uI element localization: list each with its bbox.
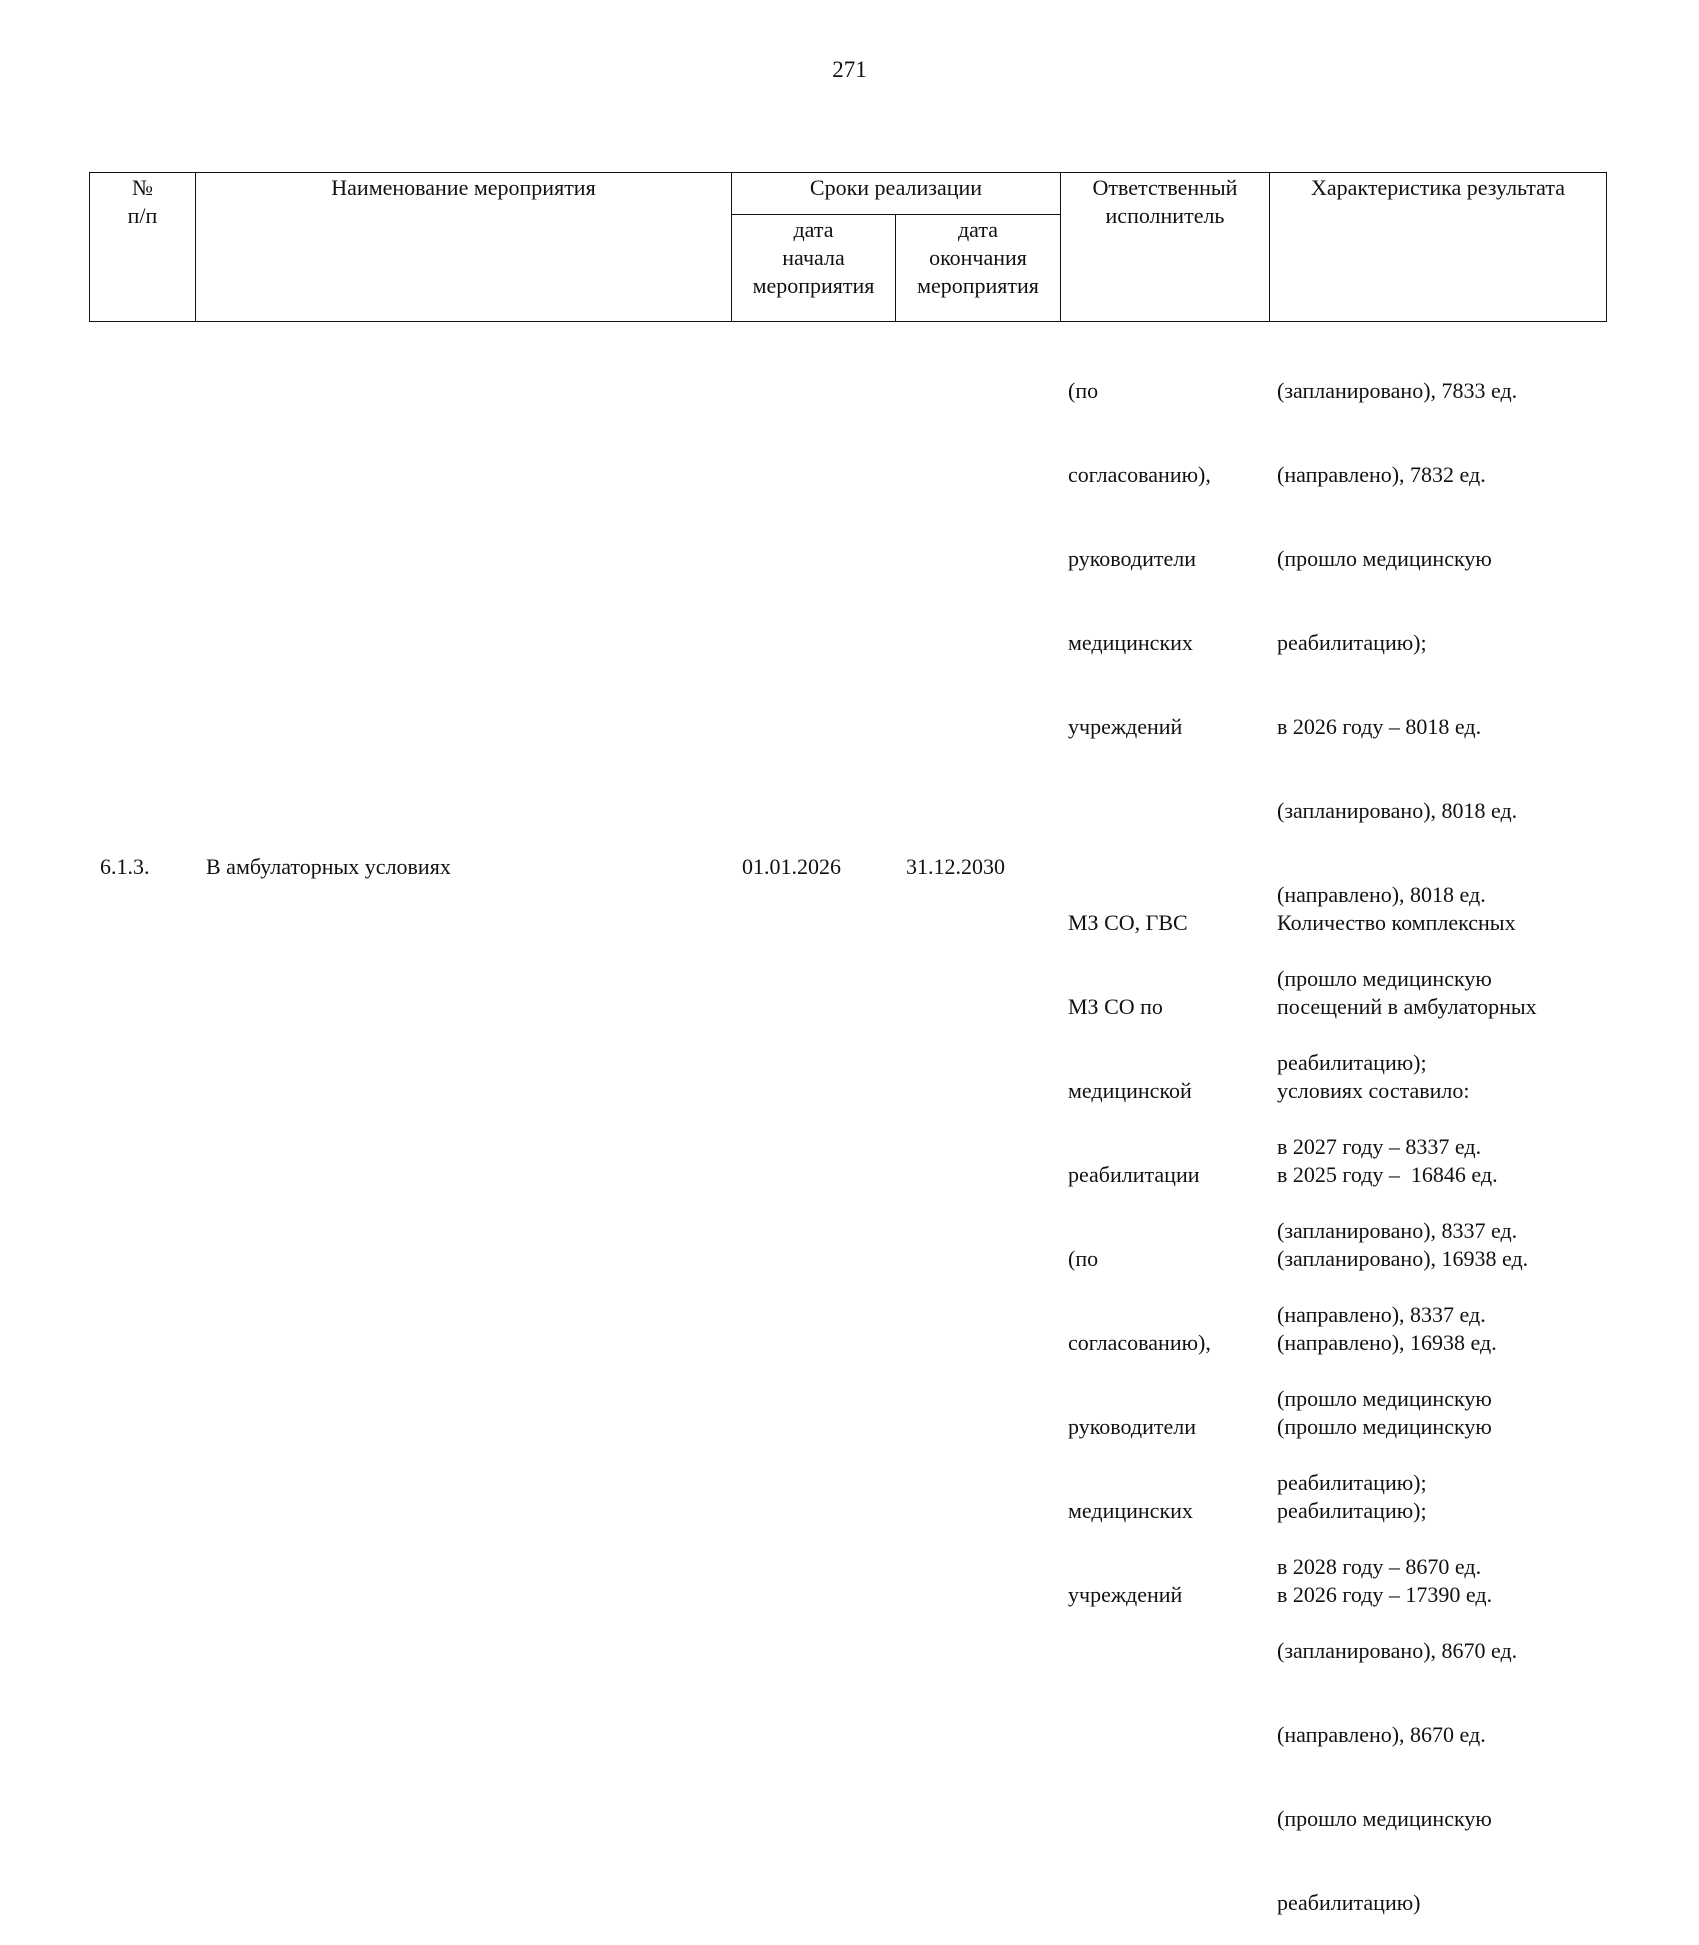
- header-start-date: дата начала мероприятия: [732, 215, 896, 322]
- row-number: 6.1.3.: [100, 854, 150, 879]
- page-number: 271: [832, 57, 867, 82]
- header-end-date: дата окончания мероприятия: [896, 215, 1061, 322]
- row-end-date: 31.12.2030: [906, 854, 1005, 879]
- continued-result: (запланировано), 7833 ед. (направлено), 7832 ед. (прошло медицинскую реабилитацию); в 2026 году – 8018 ед. (запланировано), 8018 ед. (направлено), 8018 ед. (прошло медицинскую реабилитацию); в 2027 году – 8337 ед. (запланировано), 8337 ед. (направлено), 8337 ед. (прошло медицинскую реабилитацию); в 2028 году – 8670 ед. (запланировано), 8670 ед. (направлено), 8670 ед. (прошло медицинскую реабилитацию): [1277, 378, 1518, 1915]
- header-result: Характеристика результата: [1270, 173, 1607, 322]
- row-result: Количество комплексных посещений в амбулаторных условиях составило: в 2025 году – 16846 ед. (запланировано), 16938 ед. (направлено), 16938 ед. (прошло медицинскую реабилитацию); в 2026 году – 17390 ед.: [1277, 910, 1537, 1607]
- header-event-name: Наименование мероприятия: [196, 173, 732, 322]
- header-responsible: Ответственный исполнитель: [1061, 173, 1270, 322]
- row-event-name: В амбулаторных условиях: [206, 854, 451, 879]
- table-header: [89, 172, 1607, 322]
- header-number: № п/п: [90, 173, 196, 322]
- continued-responsible: (по согласованию), руководители медицинских учреждений: [1068, 378, 1211, 739]
- row-start-date: 01.01.2026: [742, 854, 841, 879]
- header-period: Сроки реализации: [732, 173, 1061, 215]
- row-responsible: МЗ СО, ГВС МЗ СО по медицинской реабилитации (по согласованию), руководители медицинских учреждений: [1068, 910, 1211, 1607]
